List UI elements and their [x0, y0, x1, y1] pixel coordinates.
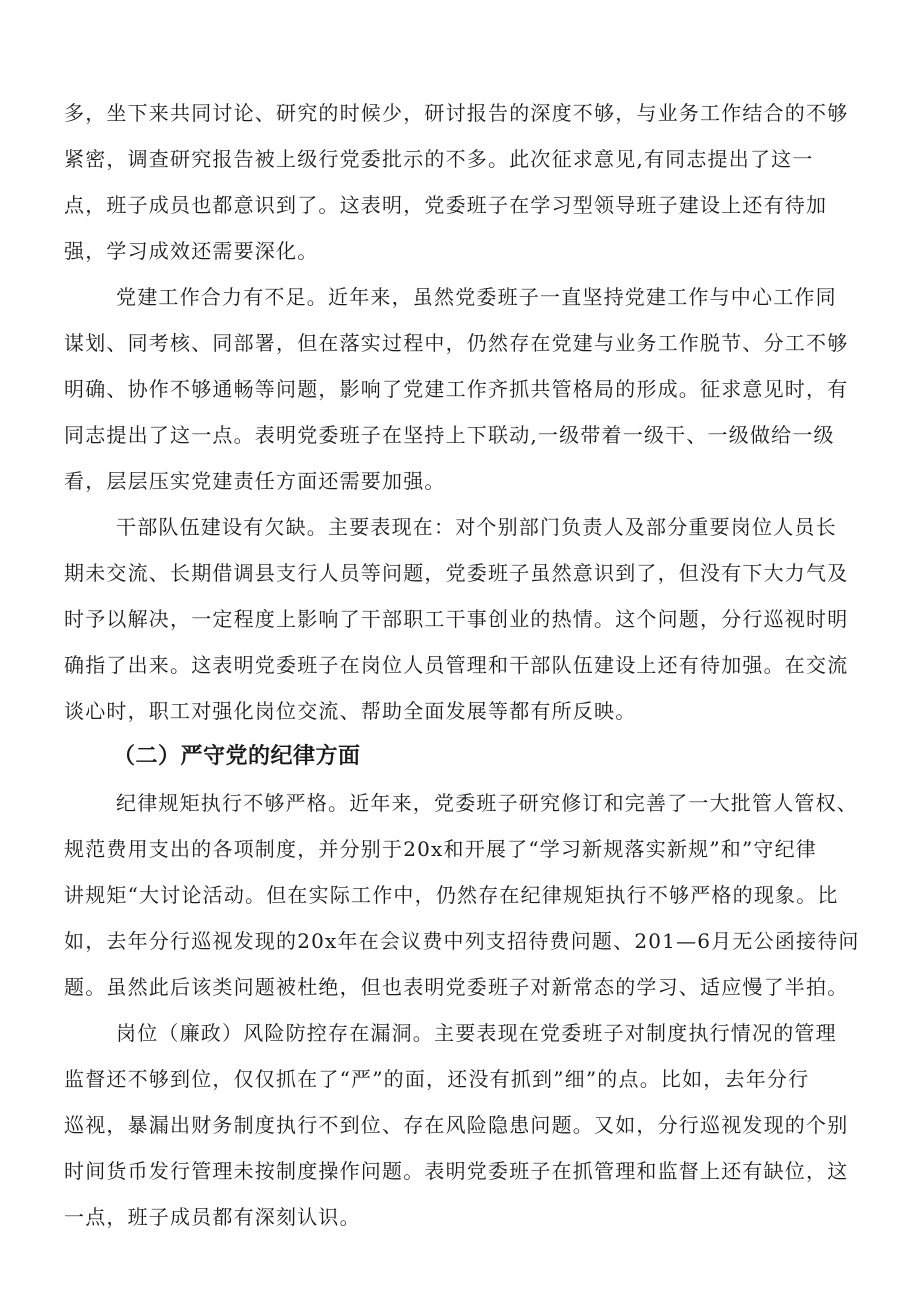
text-line: 看，层层压实党建责任方面还需要加强。	[64, 469, 446, 493]
text-line: 明确、协作不够通畅等问题，影响了党建工作齐抓共管格局的形成。征求意见时，有	[64, 377, 849, 401]
text-line: 一点，班子成员都有深刻认识。	[64, 1205, 361, 1229]
text-line: 强，学习成效还需要深化。	[64, 239, 319, 263]
text-line: 如，去年分行巡视发现的20x年在会议费中列支招待费问题、201—6月无公函接待问	[64, 929, 860, 953]
text-line: 题。虽然此后该类问题被杜绝，但也表明党委班子对新常态的学习、适应慢了半拍。	[64, 975, 849, 999]
paragraph-start-line: 党建工作合力有不足。近年来，虽然党委班子一直坚持党建工作与中心工作同	[116, 285, 837, 309]
paragraph-start-line: 纪律规矩执行不够严格。近年来，党委班子研究修订和完善了一大批管人管权、	[116, 791, 858, 815]
text-line: 点，班子成员也都意识到了。这表明，党委班子在学习型领导班子建设上还有待加	[64, 193, 828, 217]
text-line: 多，坐下来共同讨论、研究的时候少，研讨报告的深度不够，与业务工作结合的不够	[64, 101, 849, 125]
text-line: 确指了出来。这表明党委班子在岗位人员管理和干部队伍建设上还有待加强。在交流	[64, 653, 849, 677]
text-line: 讲规矩“大讨论活动。但在实际工作中，仍然存在纪律规矩执行不够严格的现象。比	[64, 883, 839, 907]
paragraph-start-line: 干部队伍建设有欠缺。主要表现在：对个别部门负责人及部分重要岗位人员长	[116, 515, 837, 539]
text-line: 监督还不够到位，仅仅抓在了“严”的面，还没有抓到”细”的点。比如，去年分行	[64, 1067, 810, 1091]
text-line: 同志提出了这一点。表明党委班子在坚持上下联动,一级带着一级干、一级做给一级	[64, 423, 835, 447]
text-line: 时予以解决，一定程度上影响了干部职工干事创业的热情。这个问题，分行巡视时明	[64, 607, 849, 631]
text-line: 规范费用支出的各项制度，并分别于20x和开展了“学习新规落实新规”和”守纪律	[64, 837, 818, 861]
text-line: 时间货币发行管理未按制度操作问题。表明党委班子在抓管理和监督上还有缺位，这	[64, 1159, 849, 1183]
text-line: 紧密，调查研究报告被上级行党委批示的不多。此次征求意见,有同志提出了这一	[64, 147, 814, 171]
section-heading: （二）严守党的纪律方面	[113, 744, 361, 769]
paragraph-start-line: 岗位（廉政）风险防控存在漏洞。主要表现在党委班子对制度执行情况的管理	[116, 1021, 837, 1045]
text-line: 谋划、同考核、同部署，但在落实过程中，仍然存在党建与业务工作脱节、分工不够	[64, 331, 849, 355]
text-line: 谈心时，职工对强化岗位交流、帮助全面发展等都有所反映。	[64, 699, 637, 723]
text-line: 巡视，暴漏出财务制度执行不到位、存在风险隐患问题。又如，分行巡视发现的个别	[64, 1113, 849, 1137]
text-line: 期未交流、长期借调县支行人员等问题，党委班子虽然意识到了，但没有下大力气及	[64, 561, 849, 585]
